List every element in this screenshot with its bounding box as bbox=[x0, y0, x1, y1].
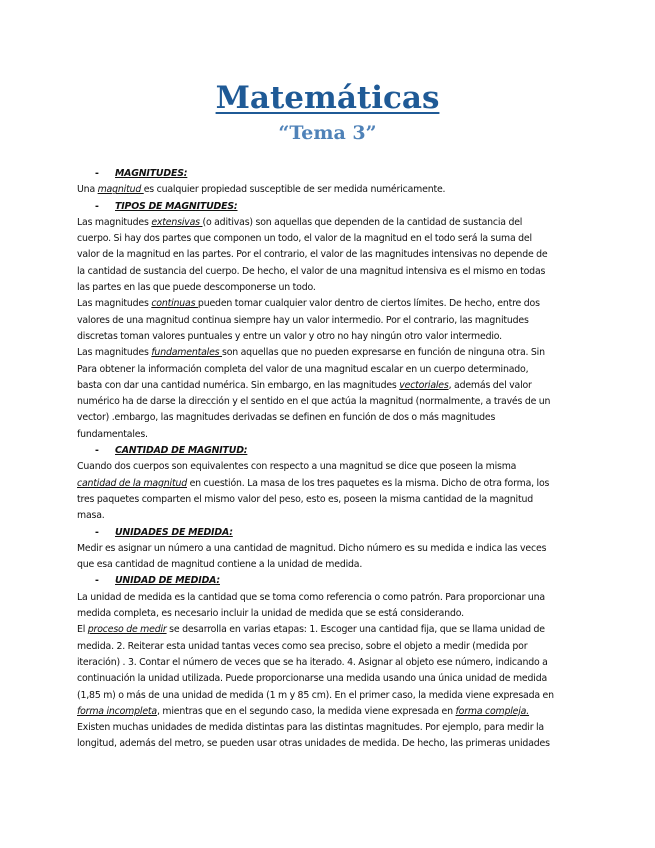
key-term: vectoriales bbox=[399, 379, 449, 391]
paragraph-line bbox=[77, 345, 577, 361]
paragraph-line bbox=[77, 704, 577, 720]
paragraph-line bbox=[77, 557, 577, 573]
document-title-text: Matemáticas bbox=[215, 80, 440, 116]
line-text: tres paquetes comparten el mismo valor del peso, esto es, poseen la misma cantidad de la magnitud bbox=[77, 493, 534, 505]
paragraph-line bbox=[77, 247, 577, 263]
paragraph-line bbox=[77, 427, 577, 443]
line-text: medida completa, es necesario incluir la unidad de medida que se está considerando. bbox=[77, 608, 464, 620]
key-term: proceso de medir bbox=[87, 624, 167, 636]
line-text: numérico ha de darse la dirección y el sentido en el que actúa la magnitud (normalmente, a través de un bbox=[77, 396, 551, 408]
key-term: continuas bbox=[151, 298, 198, 310]
section-heading bbox=[77, 573, 577, 589]
section-heading bbox=[77, 166, 577, 182]
bullet-dash: - bbox=[95, 168, 99, 179]
paragraph-line bbox=[77, 622, 577, 638]
paragraph-line bbox=[77, 215, 577, 231]
line-text: masa. bbox=[77, 510, 105, 522]
section-heading-text: UNIDADES DE MEDIDA: bbox=[115, 526, 233, 538]
document-body bbox=[77, 166, 577, 753]
line-text: fundamentales. bbox=[77, 428, 148, 440]
section-heading bbox=[77, 443, 577, 459]
key-term: forma incompleta bbox=[77, 705, 157, 717]
paragraph-line bbox=[77, 410, 577, 426]
bullet-dash: - bbox=[95, 526, 99, 538]
line-text: pueden tomar cualquier valor dentro de ciertos límites. De hecho, entre dos bbox=[197, 298, 540, 310]
paragraph-line bbox=[77, 231, 577, 247]
line-text: valor de la magnitud en las partes. Por el contrario, el valor de las magnitudes intensivas no depende de bbox=[77, 249, 548, 261]
paragraph-line bbox=[77, 590, 577, 606]
line-text: , además del valor bbox=[448, 379, 532, 391]
line-text: la cantidad de sustancia del cuerpo. De hecho, el valor de una magnitud intensiva es el mismo en todas bbox=[77, 265, 546, 277]
section-heading-text: UNIDAD DE MEDIDA: bbox=[115, 575, 220, 587]
line-text: La unidad de medida es la cantidad que se toma como referencia o como patrón. Para proporcionar una bbox=[77, 591, 545, 603]
line-text: longitud, además del metro, se pueden usar otras unidades de medida. De hecho, las primeras unidades bbox=[77, 738, 550, 750]
line-text: Las magnitudes bbox=[77, 216, 152, 228]
paragraph-line bbox=[77, 671, 577, 687]
paragraph-line bbox=[77, 736, 577, 752]
line-text: es cualquier propiedad susceptible de ser medida numéricamente. bbox=[143, 184, 446, 196]
line-text: Las magnitudes bbox=[77, 298, 152, 310]
line-text: son aquellas que no pueden expresarse en función de ninguna otra. Sin bbox=[221, 347, 545, 359]
document-title bbox=[0, 78, 655, 118]
key-term: cantidad de la magnitud bbox=[77, 477, 187, 489]
section-heading bbox=[77, 199, 577, 215]
bullet-dash: - bbox=[95, 200, 99, 212]
paragraph-line bbox=[77, 313, 577, 329]
section-heading-text: CANTIDAD DE MAGNITUD: bbox=[115, 445, 248, 457]
paragraph-line bbox=[77, 541, 577, 557]
line-text: discretas toman valores puntuales y entre un valor y otro no hay ningún otro valor intermedio. bbox=[77, 330, 502, 342]
key-term: magnitud bbox=[97, 184, 144, 196]
key-term: extensivas bbox=[151, 216, 203, 228]
paragraph-line bbox=[77, 606, 577, 622]
line-text: Para obtener la información completa del valor de una magnitud escalar en un cuerpo determinado, bbox=[77, 363, 529, 375]
line-text: medida. 2. Reiterar esta unidad tantas veces como sea preciso, sobre el objeto a medir (medida por bbox=[77, 640, 528, 652]
paragraph-line bbox=[77, 492, 577, 508]
line-text: cuerpo. Si hay dos partes que componen un todo, el valor de la magnitud en el todo será la suma del bbox=[77, 233, 532, 245]
line-text: , mientras que en el segundo caso, la medida viene expresada en bbox=[156, 705, 456, 717]
section-heading-text: MAGNITUDES: bbox=[115, 168, 188, 179]
paragraph-line bbox=[77, 280, 577, 296]
line-text: continuación la unidad utilizada. Puede proporcionarse una medida usando una única unidad de medida bbox=[77, 673, 548, 685]
paragraph-line bbox=[77, 476, 577, 492]
paragraph-line bbox=[77, 362, 577, 378]
line-text: Medir es asignar un número a una cantidad de magnitud. Dicho número es su medida e indica las veces bbox=[77, 542, 547, 554]
document-subtitle: “Tema 3” bbox=[278, 122, 377, 144]
paragraph-line bbox=[77, 639, 577, 655]
line-text: basta con dar una cantidad numérica. Sin embargo, en las magnitudes bbox=[77, 379, 400, 391]
paragraph-line bbox=[77, 378, 577, 394]
section-heading bbox=[77, 525, 577, 541]
line-text: (1,85 m) o más de una unidad de medida (1 m y 85 cm). En el primer caso, la medida viene expresada en bbox=[77, 689, 554, 701]
line-text: (o aditivas) son aquellas que dependen de la cantidad de sustancia del bbox=[202, 216, 523, 228]
bullet-dash: - bbox=[95, 445, 99, 457]
line-text: en cuestión. La masa de los tres paquetes es la misma. Dicho de otra forma, los bbox=[186, 477, 550, 489]
key-term: fundamentales bbox=[151, 347, 222, 359]
line-text: Cuando dos cuerpos son equivalentes con respecto a una magnitud se dice que poseen la misma bbox=[77, 461, 517, 473]
bullet-dash: - bbox=[95, 575, 99, 587]
line-text: Las magnitudes bbox=[77, 347, 152, 359]
paragraph-line bbox=[77, 720, 577, 736]
paragraph-line bbox=[77, 394, 577, 410]
paragraph-line bbox=[77, 264, 577, 280]
paragraph-line bbox=[77, 508, 577, 524]
line-text: El bbox=[77, 624, 88, 636]
paragraph-line bbox=[77, 182, 577, 198]
section-heading-text: TIPOS DE MAGNITUDES: bbox=[115, 200, 238, 212]
key-term: forma compleja. bbox=[455, 705, 530, 717]
line-text: valores de una magnitud continua siempre hay un valor intermedio. Por el contrario, las magnitudes bbox=[77, 314, 529, 326]
line-text: se desarrolla en varias etapas: 1. Escoger una cantidad fija, que se llama unidad de bbox=[166, 624, 545, 636]
line-text: iteración) . 3. Contar el número de veces que se ha iterado. 4. Asignar al objeto ese número, indicando a bbox=[77, 656, 548, 668]
paragraph-line bbox=[77, 688, 577, 704]
line-text: Una bbox=[77, 184, 98, 196]
line-text: Existen muchas unidades de medida distintas para las distintas magnitudes. Por ejemplo, para medir la bbox=[77, 722, 544, 734]
paragraph-line bbox=[77, 459, 577, 475]
line-text: las partes en las que puede descomponerse un todo. bbox=[77, 282, 316, 294]
paragraph-line bbox=[77, 655, 577, 671]
line-text: vector) .embargo, las magnitudes derivadas se definen en función de dos o más magnitudes bbox=[77, 412, 496, 424]
line-text: que esa cantidad de magnitud contiene a la unidad de medida. bbox=[77, 559, 363, 571]
paragraph-line bbox=[77, 329, 577, 345]
paragraph-line bbox=[77, 296, 577, 312]
